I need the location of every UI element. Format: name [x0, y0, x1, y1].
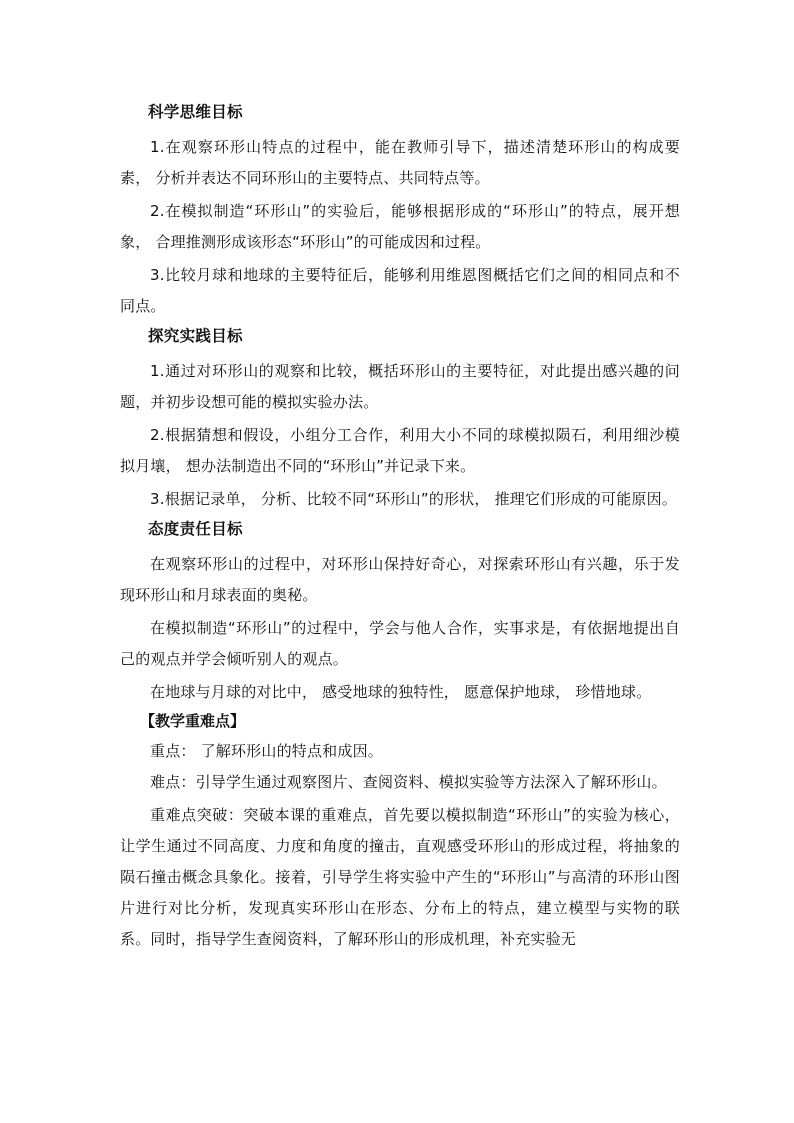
key-points-heading: 【教学重难点】 — [140, 712, 246, 730]
breakthrough-paragraph: 重难点突破：突破本课的重难点，首先要以模拟制造“环形山”的实验为核心，让学生通过不同高度、力度和角度的撞击，直观感受环形山的形成过程，将抽象的陨石撞击概念具象化。接着，引导学生将实验中产生的“环形山”与高清的环形山图片进行对比分析，发现真实环形山在形态、分布上的特点，建立模型与实物的联系。同时，指导学生查阅资料，了解环形山的形成机理，补充实验无 — [120, 806, 680, 948]
paragraph: 在观察环形山的过程中，对环形山保持好奇心，对探索环形山有兴趣，乐于发现环形山和月球表面的奥秘。 — [120, 555, 680, 604]
paragraph: 1.在观察环形山特点的过程中，能在教师引导下，描述清楚环形山的构成要素， 分析并表达不同环形山的主要特点、共同特点等。 — [120, 138, 680, 187]
paragraph: 在地球与月球的对比中， 感受地球的独特性， 愿意保护地球， 珍惜地球。 — [150, 683, 652, 701]
paragraph: 在模拟制造“环形山”的过程中，学会与他人合作，实事求是，有依据地提出自己的观点并学会倾听别人的观点。 — [120, 619, 680, 668]
paragraph: 3.根据记录单， 分析、比较不同“环形山”的形状， 推理它们形成的可能原因。 — [150, 490, 677, 508]
section-heading-science-thinking: 科学思维目标 — [148, 103, 243, 121]
paragraph: 2.根据猜想和假设，小组分工合作，利用大小不同的球模拟陨石，利用细沙模拟月壤， 想办法制造出不同的“环形山”并记录下来。 — [120, 426, 680, 475]
paragraph: 3.比较月球和地球的主要特征后，能够利用维恩图概括它们之间的相同点和不同点。 — [120, 266, 680, 315]
document-content — [120, 100, 680, 957]
section-heading-inquiry-practice: 探究实践目标 — [148, 327, 243, 345]
section-heading-attitude-responsibility: 态度责任目标 — [148, 520, 243, 538]
paragraph: 2.在模拟制造“环形山”的实验后，能够根据形成的“环形山”的特点，展开想象， 合理推测形成该形态“环形山”的可能成因和过程。 — [120, 202, 680, 251]
focus-paragraph: 重点： 了解环形山的特点和成因。 — [150, 742, 383, 760]
difficulty-paragraph: 难点：引导学生通过观察图片、查阅资料、模拟实验等方法深入了解环形山。 — [150, 773, 667, 791]
paragraph: 1.通过对环形山的观察和比较，概括环形山的主要特征，对此提出感兴趣的问题，并初步设想可能的模拟实验办法。 — [120, 362, 680, 411]
